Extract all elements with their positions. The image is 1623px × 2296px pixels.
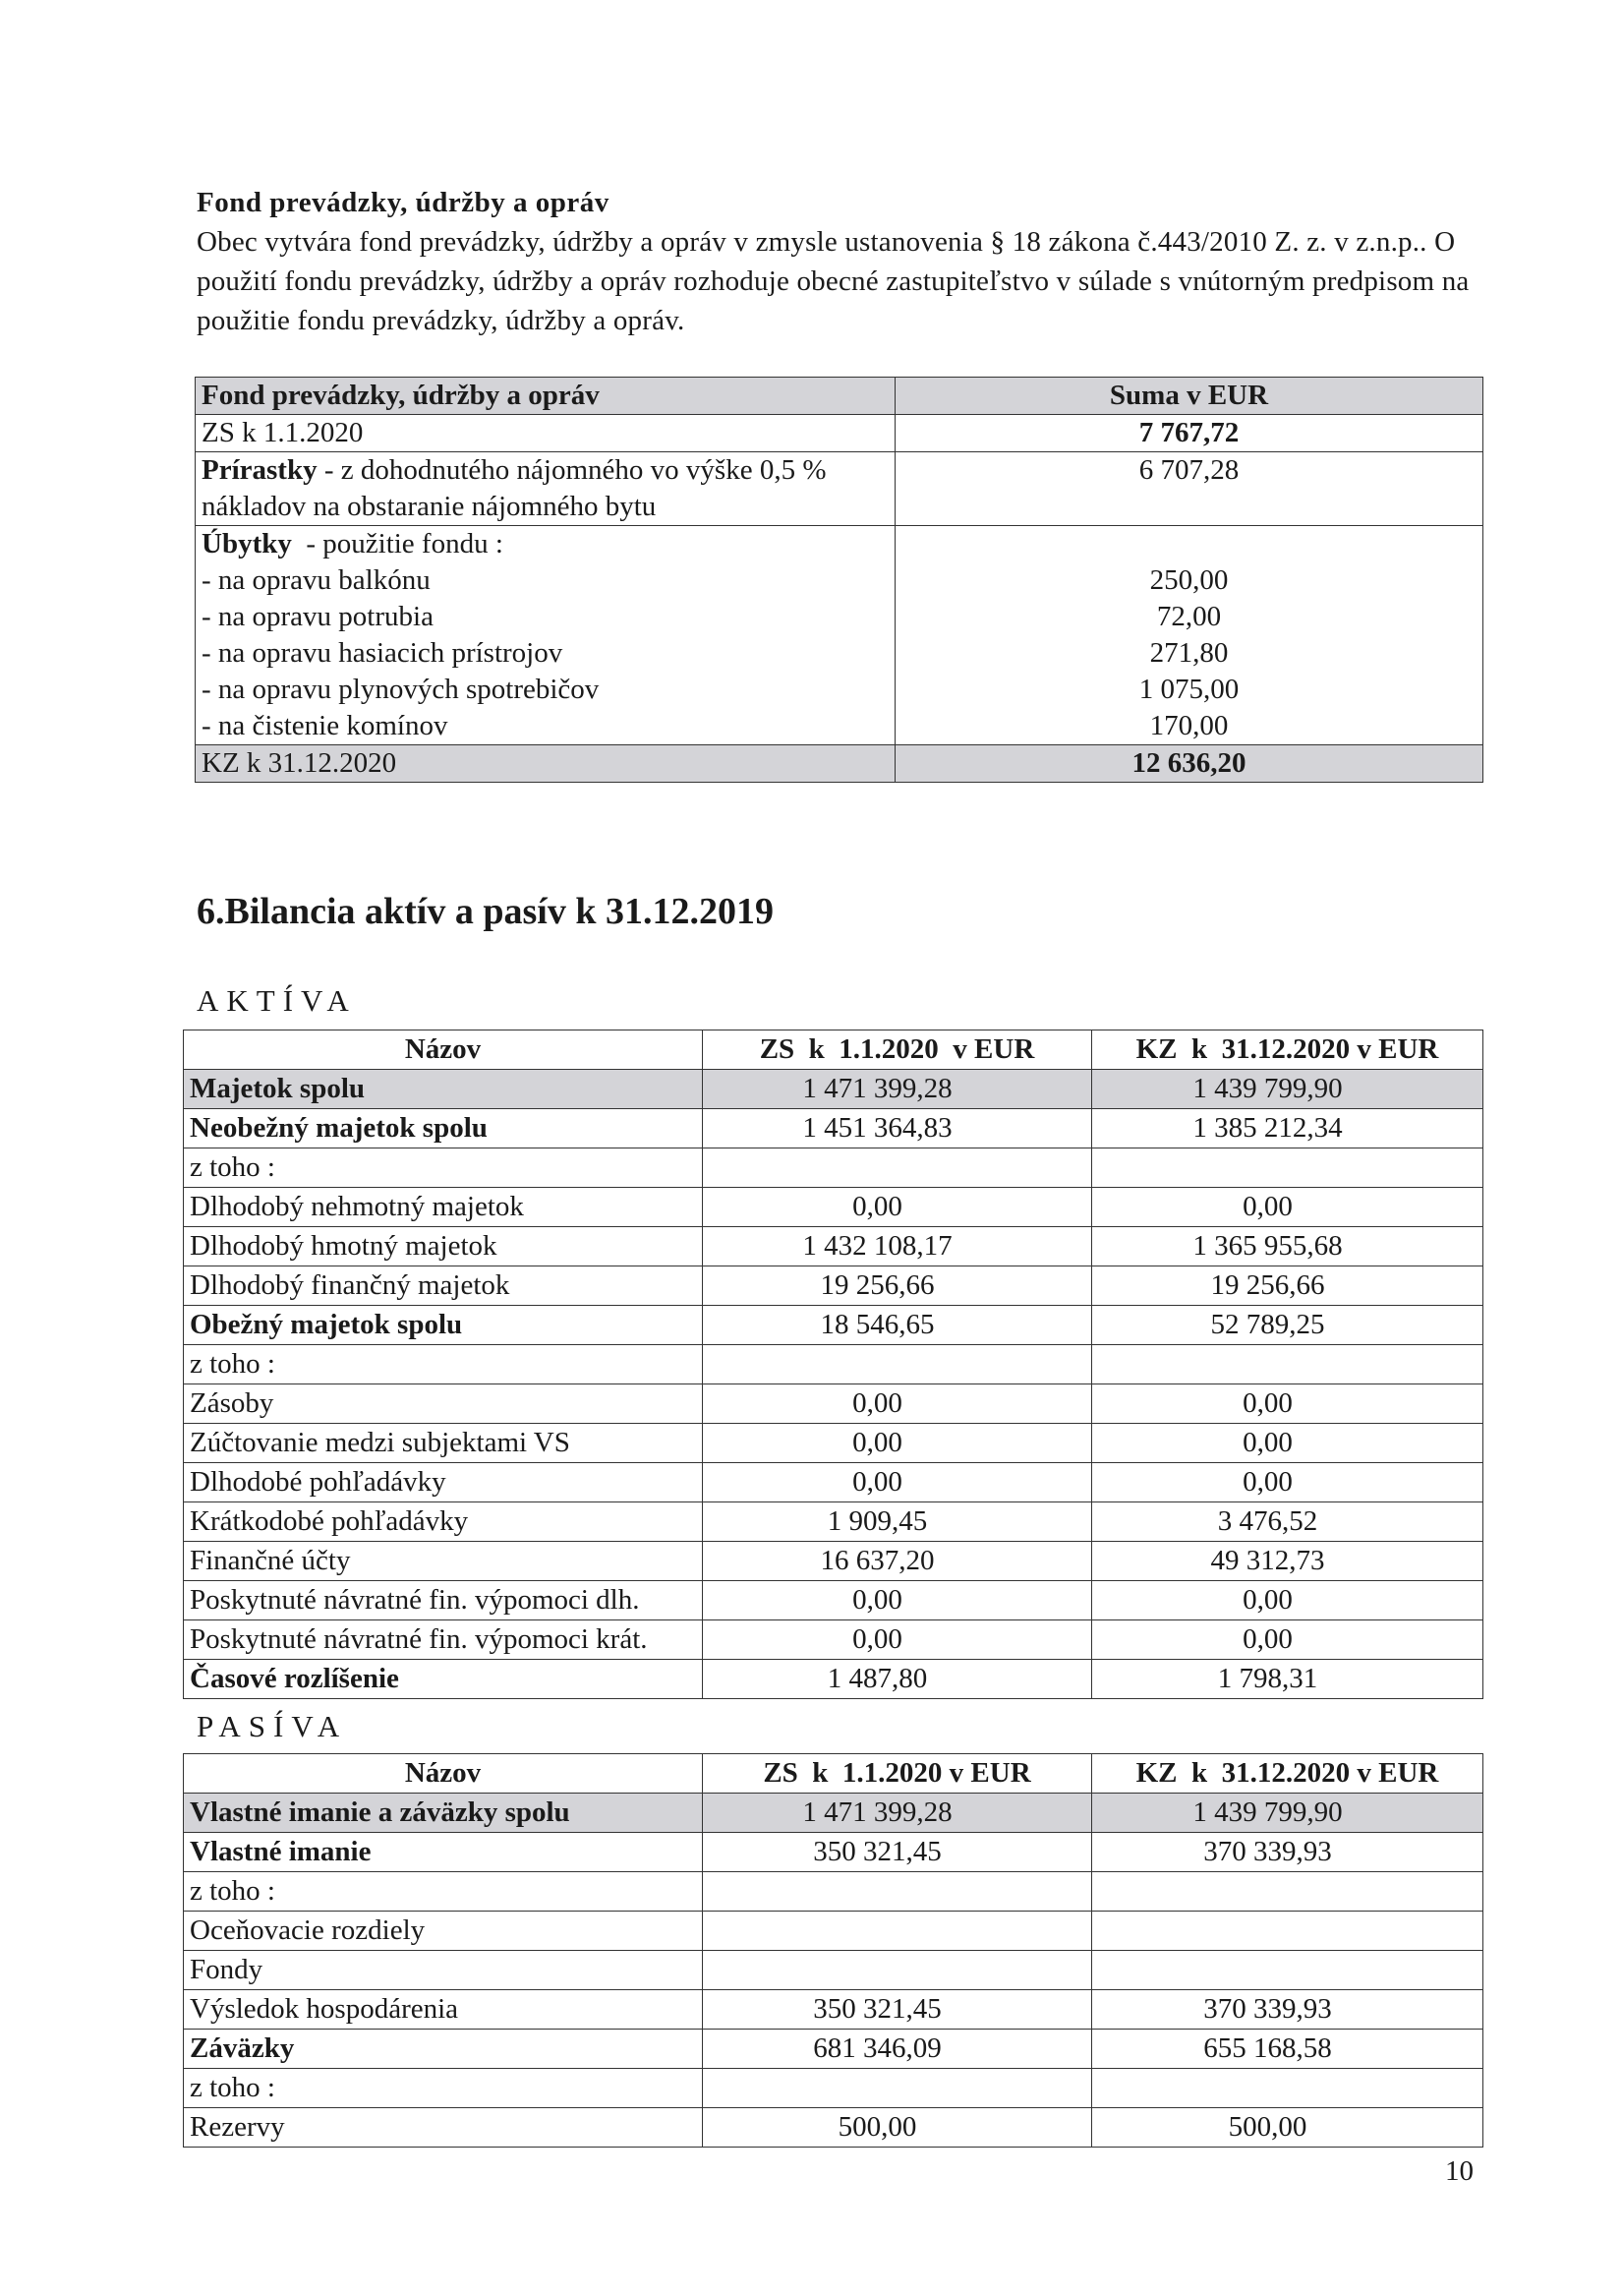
ubytky-item-value: 250,00 xyxy=(1149,564,1229,596)
row-label: Záväzky xyxy=(184,2030,703,2069)
zs-value: 0,00 xyxy=(703,1384,1092,1424)
column-header: ZS k 1.1.2020 v EUR xyxy=(703,1754,1092,1794)
row-label: Poskytnuté návratné fin. výpomoci dlh. xyxy=(184,1581,703,1620)
table-row xyxy=(184,1872,1483,1912)
kz-value: 1 439 799,90 xyxy=(1092,1794,1483,1833)
table-row xyxy=(184,1070,1483,1109)
row-label: Výsledok hospodárenia xyxy=(184,1990,703,2030)
zs-value: 18 546,65 xyxy=(703,1306,1092,1345)
row-label: Vlastné imanie a záväzky spolu xyxy=(184,1794,703,1833)
zs-value: 19 256,66 xyxy=(703,1266,1092,1306)
row-label: Zásoby xyxy=(184,1384,703,1424)
row-label: Dlhodobý finančný majetok xyxy=(184,1266,703,1306)
zs-value xyxy=(703,2069,1092,2108)
row-label: Neobežný majetok spolu xyxy=(184,1109,703,1148)
column-header: Názov xyxy=(184,1754,703,1794)
zs-value: 1 451 364,83 xyxy=(703,1109,1092,1148)
table-row xyxy=(184,1227,1483,1266)
fond-kz-row xyxy=(196,745,1483,783)
fond-ubytky-labels xyxy=(196,526,896,745)
row-label: Oceňovacie rozdiely xyxy=(184,1912,703,1951)
ubytky-item-label: - na opravu plynových spotrebičov xyxy=(202,674,600,705)
row-label: Dlhodobé pohľadávky xyxy=(184,1463,703,1502)
kz-value: 52 789,25 xyxy=(1092,1306,1483,1345)
table-row xyxy=(184,1990,1483,2030)
zs-value: 1 471 399,28 xyxy=(703,1070,1092,1109)
kz-value xyxy=(1092,1872,1483,1912)
row-label: Fondy xyxy=(184,1951,703,1990)
table-row xyxy=(184,1620,1483,1660)
kz-value: 49 312,73 xyxy=(1092,1542,1483,1581)
table-row xyxy=(184,1188,1483,1227)
fond-header-value: Suma v EUR xyxy=(896,378,1483,415)
table-row xyxy=(184,2030,1483,2069)
prirastky-description: - z dohodnutého nájomného vo výške 0,5 % nákladov na obstaranie nájomného bytu xyxy=(202,454,827,522)
zs-value: 0,00 xyxy=(703,1188,1092,1227)
zs-value xyxy=(703,1951,1092,1990)
kz-value xyxy=(1092,1912,1483,1951)
ubytky-item-value: 1 075,00 xyxy=(1138,674,1240,705)
aktiva-heading: AKTÍVA xyxy=(197,983,357,1018)
column-header: Názov xyxy=(184,1030,703,1070)
kz-value: 0,00 xyxy=(1092,1384,1483,1424)
kz-value: 3 476,52 xyxy=(1092,1502,1483,1542)
table-row xyxy=(184,1148,1483,1188)
kz-value: 0,00 xyxy=(1092,1581,1483,1620)
table-row xyxy=(184,1463,1483,1502)
table-row xyxy=(184,1951,1483,1990)
kz-value: 1 798,31 xyxy=(1092,1660,1483,1699)
fond-zs-value: 7 767,72 xyxy=(896,415,1483,452)
kz-value: 370 339,93 xyxy=(1092,1833,1483,1872)
fond-section-title: Fond prevádzky, údržby a opráv xyxy=(197,187,609,218)
kz-value xyxy=(1092,1148,1483,1188)
zs-value xyxy=(703,1148,1092,1188)
kz-value: 370 339,93 xyxy=(1092,1990,1483,2030)
fond-kz-label: KZ k 31.12.2020 xyxy=(196,745,896,783)
row-label: Krátkodobé pohľadávky xyxy=(184,1502,703,1542)
fond-ubytky-values xyxy=(896,526,1483,745)
kz-value: 1 365 955,68 xyxy=(1092,1227,1483,1266)
kz-value: 19 256,66 xyxy=(1092,1266,1483,1306)
zs-value: 0,00 xyxy=(703,1620,1092,1660)
table-row xyxy=(184,1660,1483,1699)
row-label: Dlhodobý hmotný majetok xyxy=(184,1227,703,1266)
table-row xyxy=(184,1109,1483,1148)
table-row xyxy=(184,1794,1483,1833)
kz-value xyxy=(1092,1345,1483,1384)
fond-table xyxy=(195,377,1483,783)
zs-value: 681 346,09 xyxy=(703,2030,1092,2069)
row-label: Finančné účty xyxy=(184,1542,703,1581)
fond-zs-label: ZS k 1.1.2020 xyxy=(196,415,896,452)
zs-value: 1 432 108,17 xyxy=(703,1227,1092,1266)
kz-value: 1 385 212,34 xyxy=(1092,1109,1483,1148)
ubytky-bold-label: Úbytky xyxy=(202,528,292,559)
aktiva-table xyxy=(183,1030,1483,1699)
column-header: ZS k 1.1.2020 v EUR xyxy=(703,1030,1092,1070)
zs-value: 1 909,45 xyxy=(703,1502,1092,1542)
prirastky-bold-label: Prírastky xyxy=(202,454,318,486)
row-label: Majetok spolu xyxy=(184,1070,703,1109)
pasiva-header-row xyxy=(184,1754,1483,1794)
fond-section-paragraph: Obec vytvára fond prevádzky, údržby a opráv v zmysle ustanovenia § 18 zákona č.443/2010 Z. z. v z.n.p.. O použití fondu prevádzky, údržby a opráv rozhoduje obecné zastupiteľstvo v súlade s vnútorným predpisom na použitie fondu prevádzky, údržby a opráv. xyxy=(197,226,1470,336)
table-row xyxy=(184,1424,1483,1463)
column-header: KZ k 31.12.2020 v EUR xyxy=(1092,1030,1483,1070)
row-label: Dlhodobý nehmotný majetok xyxy=(184,1188,703,1227)
zs-value: 0,00 xyxy=(703,1463,1092,1502)
fond-ubytky-row xyxy=(196,526,1483,745)
ubytky-item-label: - na opravu balkónu xyxy=(202,564,431,596)
kz-value: 0,00 xyxy=(1092,1188,1483,1227)
zs-value: 500,00 xyxy=(703,2108,1092,2148)
zs-value: 16 637,20 xyxy=(703,1542,1092,1581)
table-row xyxy=(184,1266,1483,1306)
zs-value: 350 321,45 xyxy=(703,1990,1092,2030)
table-row xyxy=(184,1912,1483,1951)
column-header: KZ k 31.12.2020 v EUR xyxy=(1092,1754,1483,1794)
table-row xyxy=(184,2069,1483,2108)
table-row xyxy=(184,1502,1483,1542)
kz-value: 0,00 xyxy=(1092,1424,1483,1463)
pasiva-table xyxy=(183,1753,1483,2148)
aktiva-header-row xyxy=(184,1030,1483,1070)
ubytky-item-value: 72,00 xyxy=(1156,601,1222,632)
fond-prirastky-label xyxy=(196,452,896,526)
row-label: Vlastné imanie xyxy=(184,1833,703,1872)
table-row xyxy=(184,1384,1483,1424)
ubytky-item-label: - na opravu potrubia xyxy=(202,601,434,632)
row-label: z toho : xyxy=(184,2069,703,2108)
page-number: 10 xyxy=(1445,2155,1474,2187)
table-row xyxy=(184,1833,1483,1872)
ubytky-item-label: - na opravu hasiacich prístrojov xyxy=(202,637,563,669)
ubytky-item-value: 170,00 xyxy=(1149,710,1229,741)
table-row xyxy=(184,1345,1483,1384)
row-label: z toho : xyxy=(184,1872,703,1912)
zs-value: 1 487,80 xyxy=(703,1660,1092,1699)
fond-zs-row xyxy=(196,415,1483,452)
zs-value xyxy=(703,1912,1092,1951)
bilancia-heading: 6.Bilancia aktív a pasív k 31.12.2019 xyxy=(197,891,774,932)
zs-value: 1 471 399,28 xyxy=(703,1794,1092,1833)
zs-value: 350 321,45 xyxy=(703,1833,1092,1872)
pasiva-heading: PASÍVA xyxy=(197,1709,348,1743)
table-row xyxy=(184,2108,1483,2148)
row-label: z toho : xyxy=(184,1148,703,1188)
row-label: Zúčtovanie medzi subjektami VS xyxy=(184,1424,703,1463)
fond-header-label: Fond prevádzky, údržby a opráv xyxy=(196,378,896,415)
kz-value: 1 439 799,90 xyxy=(1092,1070,1483,1109)
ubytky-item-value: 271,80 xyxy=(1149,637,1229,669)
kz-value: 655 168,58 xyxy=(1092,2030,1483,2069)
row-label: z toho : xyxy=(184,1345,703,1384)
fond-kz-value: 12 636,20 xyxy=(896,745,1483,783)
row-label: Poskytnuté návratné fin. výpomoci krát. xyxy=(184,1620,703,1660)
ubytky-item-label: - na čistenie komínov xyxy=(202,710,448,741)
kz-value xyxy=(1092,1951,1483,1990)
zs-value xyxy=(703,1872,1092,1912)
table-row xyxy=(184,1542,1483,1581)
zs-value: 0,00 xyxy=(703,1424,1092,1463)
kz-value: 500,00 xyxy=(1092,2108,1483,2148)
kz-value: 0,00 xyxy=(1092,1620,1483,1660)
table-row xyxy=(184,1581,1483,1620)
fond-table-header-row xyxy=(196,378,1483,415)
zs-value: 0,00 xyxy=(703,1581,1092,1620)
zs-value xyxy=(703,1345,1092,1384)
fond-prirastky-row xyxy=(196,452,1483,526)
row-label: Obežný majetok spolu xyxy=(184,1306,703,1345)
kz-value xyxy=(1092,2069,1483,2108)
row-label: Časové rozlíšenie xyxy=(184,1660,703,1699)
fond-prirastky-value: 6 707,28 xyxy=(896,452,1483,526)
row-label: Rezervy xyxy=(184,2108,703,2148)
ubytky-description: - použitie fondu : xyxy=(291,528,503,559)
table-row xyxy=(184,1306,1483,1345)
kz-value: 0,00 xyxy=(1092,1463,1483,1502)
